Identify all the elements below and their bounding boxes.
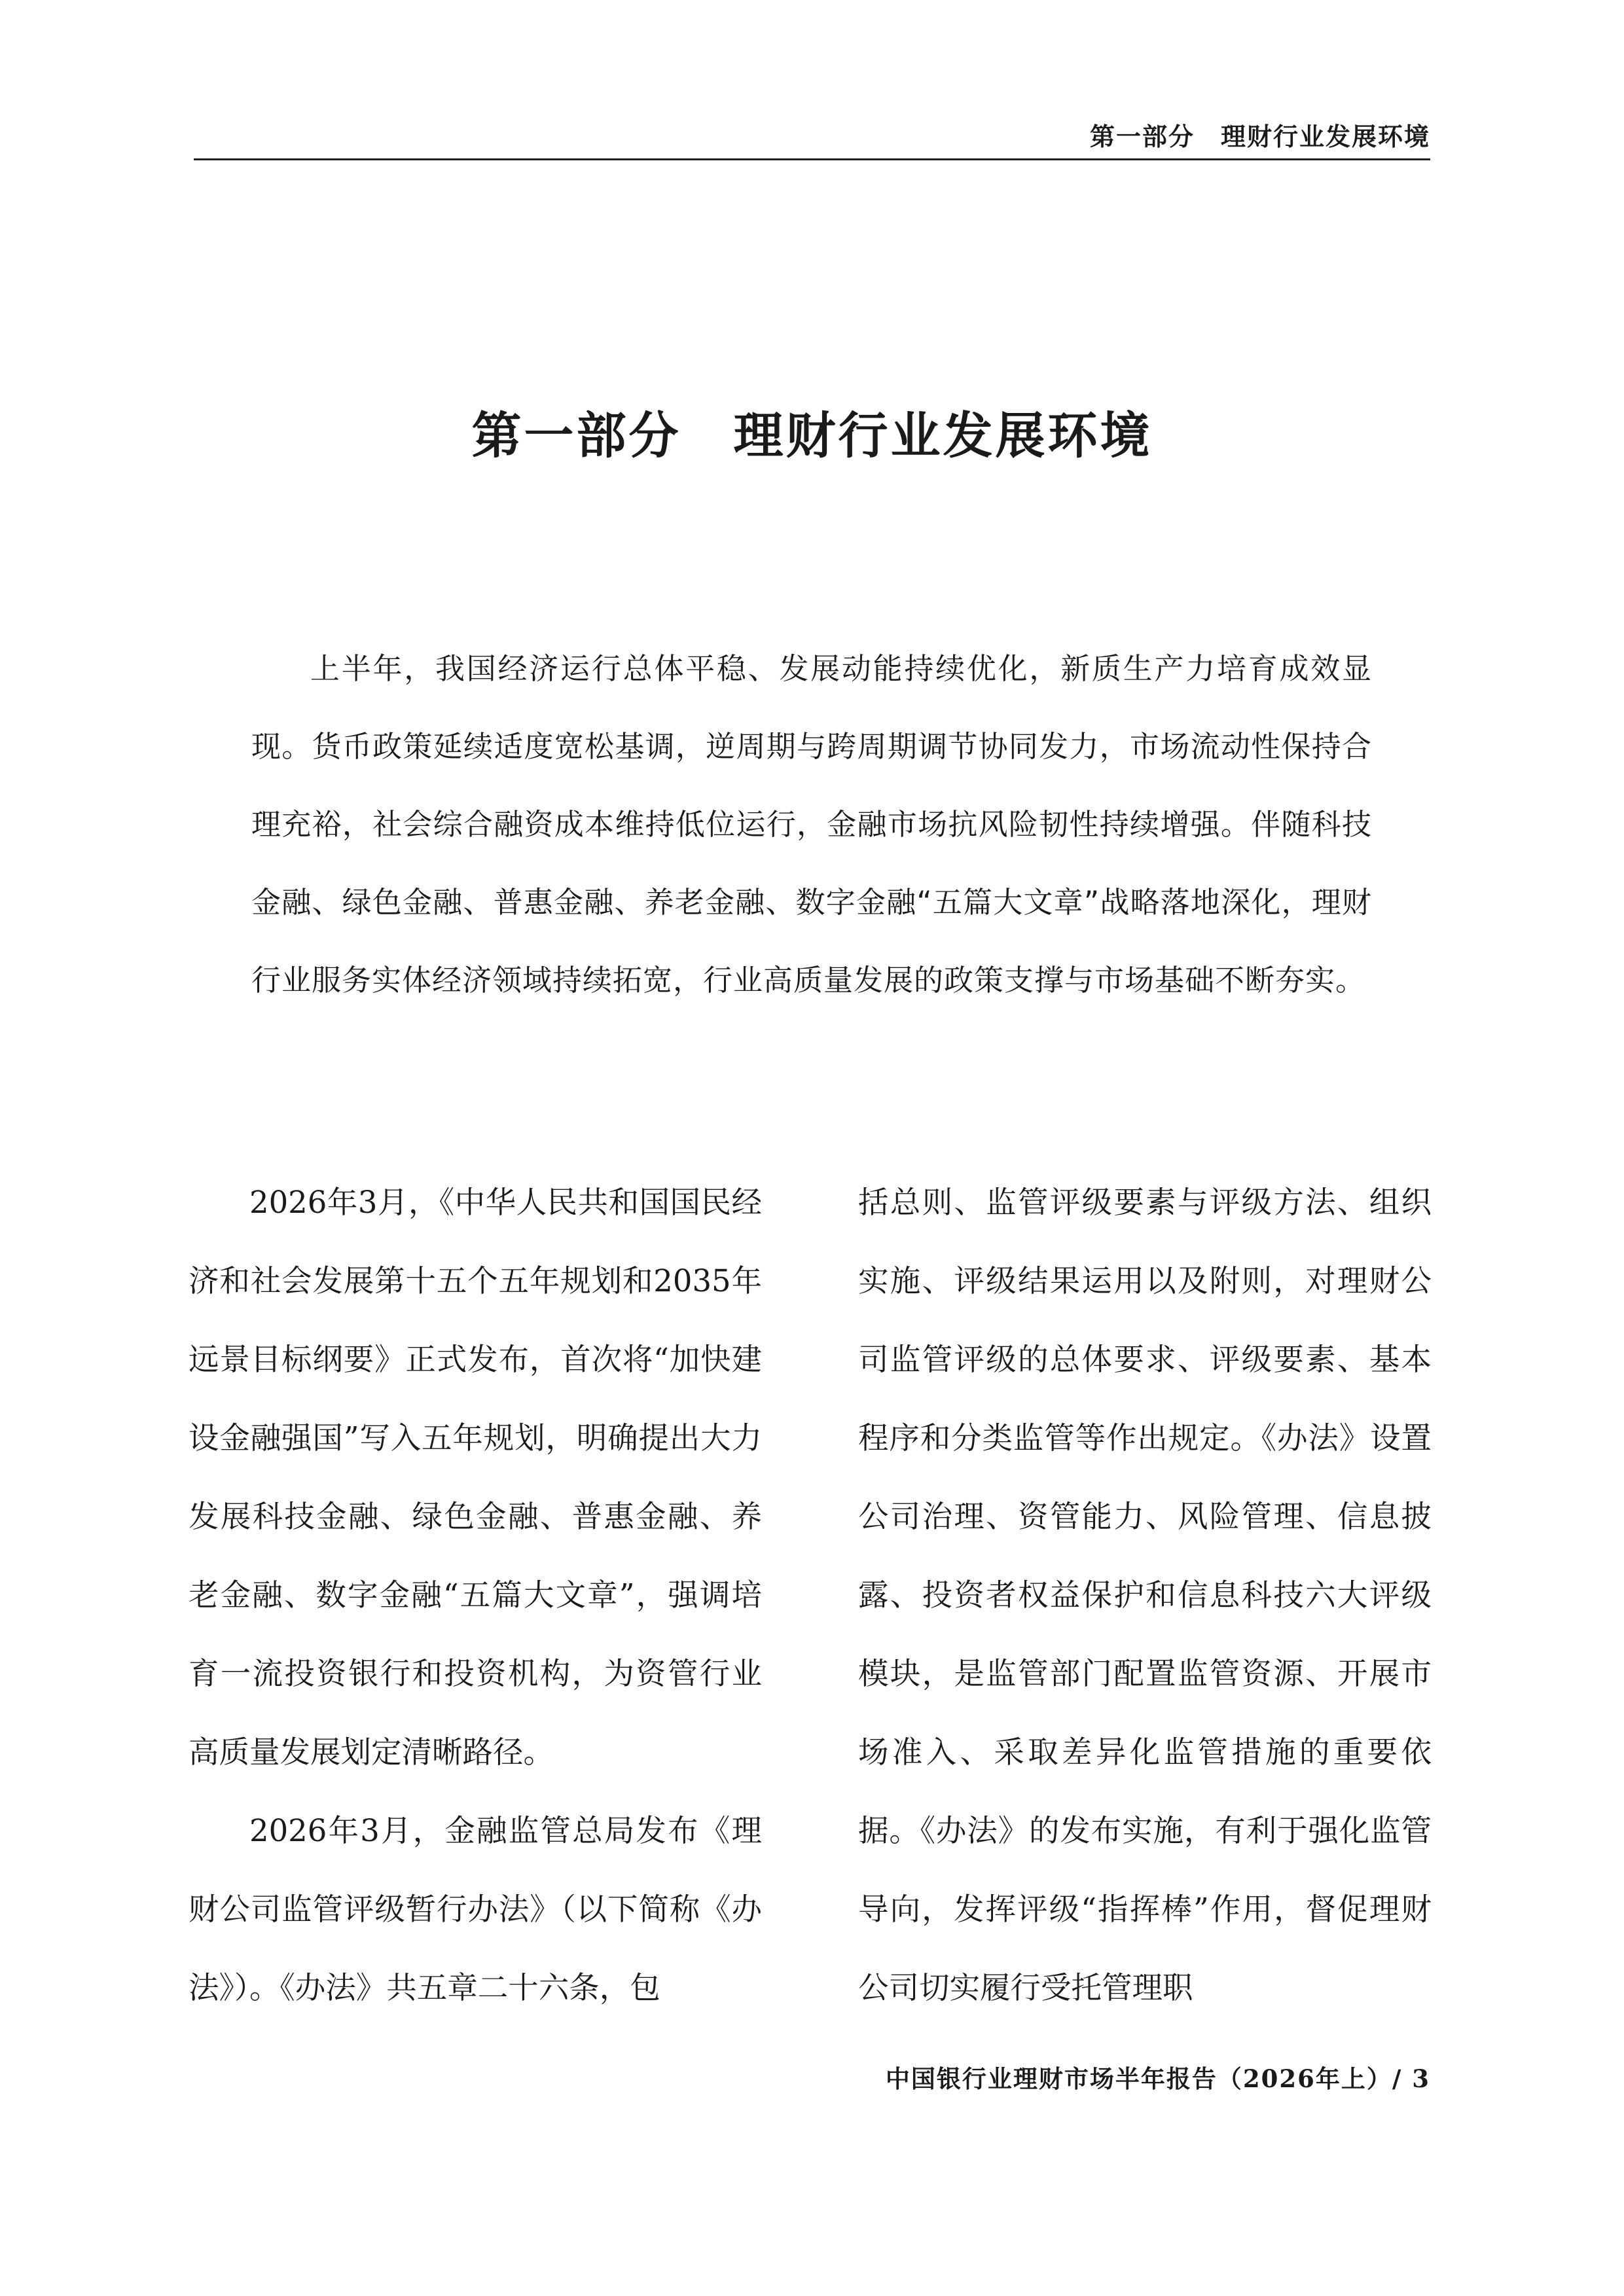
- body-column-right: [858, 1163, 1432, 2027]
- body-paragraph: 2026年3月，《中华人民共和国国民经济和社会发展第十五个五年规划和2035年远景目标纲要》正式发布，首次将“加快建设金融强国”写入五年规划，明确提出大力发展科技金融、绿色金融、普惠金融、养老金融、数字金融“五篇大文章”，强调培育一流投资银行和投资机构，为资管行业高质量发展划定清晰路径。: [189, 1185, 762, 1770]
- page-footer: 中国银行业理财市场半年报告（2026年上）/ 3: [885, 2064, 1430, 2093]
- body-column-left: [189, 1163, 762, 2027]
- intro-text: 上半年，我国经济运行总体平稳、发展动能持续优化，新质生产力培育成效显现。货币政策延续适度宽松基调，逆周期与跨周期调节协同发力，市场流动性保持合理充裕，社会综合融资成本维持低位运行，金融市场抗风险韧性持续增强。伴随科技金融、绿色金融、普惠金融、养老金融、数字金融“五篇大文章”战略落地深化，理财行业服务实体经济领域持续拓宽，行业高质量发展的政策支撑与市场基础不断夯实。: [251, 651, 1372, 997]
- running-header: 第一部分 理财行业发展环境: [1089, 122, 1430, 151]
- body-paragraph-continued: 括总则、监管评级要素与评级方法、组织实施、评级结果运用以及附则，对理财公司监管评级的总体要求、评级要素、基本程序和分类监管等作出规定。《办法》设置公司治理、资管能力、风险管理、信息披露、投资者权益保护和信息科技六大评级模块，是监管部门配置监管资源、开展市场准入、采取差异化监管措施的重要依据。《办法》的发布实施，有利于强化监管导向，发挥评级“指挥棒”作用，督促理财公司切实履行受托管理职: [858, 1185, 1432, 2005]
- part-title: 第一部分 理财行业发展环境: [471, 406, 1153, 465]
- header-rule: [194, 158, 1430, 160]
- intro-paragraph: [251, 630, 1372, 1019]
- body-paragraph: 2026年3月，金融监管总局发布《理财公司监管评级暂行办法》（以下简称《办法》）。《办法》共五章二十六条，包: [189, 1813, 762, 2005]
